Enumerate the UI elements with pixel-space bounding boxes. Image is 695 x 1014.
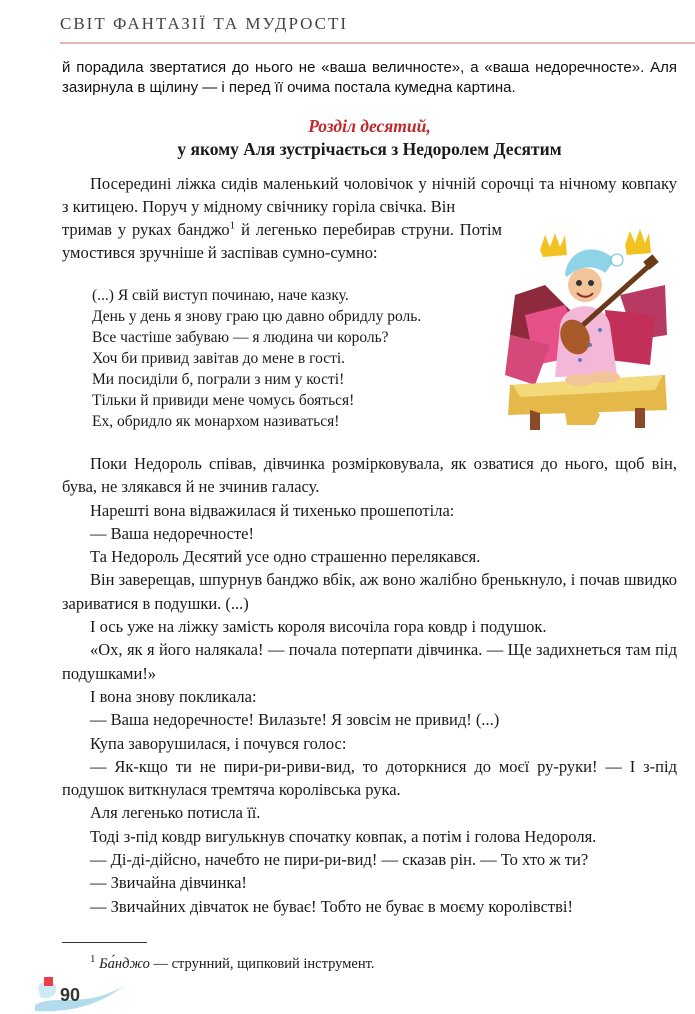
chapter-title-line2: у якому Аля зустрічається з Недоролем Десятим xyxy=(177,139,562,159)
paragraph-first-part-b: й легенько перебирав струни. Потім умостився зручніше й заспівав сумно-сумно: xyxy=(62,220,502,263)
footnote-divider xyxy=(62,942,147,943)
paragraph: І вона знову покликала: xyxy=(90,686,257,706)
paragraph: Тоді з-під ковдр вигулькнув спочатку ковпак, а потім і голова Недороля. xyxy=(90,826,597,846)
paragraph: І ось уже на ліжку замість короля височіла гора ковдр і подушок. xyxy=(90,617,547,637)
poem-line: День у день я знову граю цю давно обридлу роль. xyxy=(92,308,422,325)
paragraph: Він заверещав, шпурнув банджо вбік, аж воно жалібно бренькнуло, і почав швидко зариватися в подушки. (...) xyxy=(62,570,677,613)
paragraph: — Ді-ді-дійсно, начебто не пири-ри-вид! — сказав рін. — То хто ж ти? xyxy=(90,850,589,870)
song-poem xyxy=(92,285,512,432)
footnote-number: 1 xyxy=(90,953,96,966)
header-title: СВІТ ФАНТАЗІЇ ТА МУДРОСТІ xyxy=(60,14,348,33)
chapter-heading xyxy=(62,115,677,161)
paragraph: — Звичайних дівчаток не буває! Тобто не буває в моєму королівстві! xyxy=(90,896,573,916)
poem-line: Тільки й привиди мене чомусь бояться! xyxy=(92,392,355,409)
running-header xyxy=(60,14,695,44)
intro-text xyxy=(62,58,677,97)
paragraph: Нарешті вона відважилася й тихенько прошепотіла: xyxy=(90,500,455,520)
paragraph-first-lines: Посередині ліжка сидів маленький чоловічок у нічній сорочці та нічному ковпаку з китицею. Поруч у мідному свічнику горіла свічка. Він xyxy=(62,174,677,217)
page-number: 90 xyxy=(60,985,81,1005)
paragraph-first-part-a: тримав у руках банджо xyxy=(62,220,230,239)
footnote-ref[interactable]: 1 xyxy=(229,219,236,232)
poem-line: Ех, обридло як монархом називаться! xyxy=(92,413,340,430)
chapter-title-line1: Розділ десятий, xyxy=(308,116,431,136)
footnote-definition: — струнний, щипковий інструмент. xyxy=(149,956,375,972)
paragraph-first-wrap xyxy=(62,218,502,265)
paragraph-first xyxy=(62,172,677,219)
poem-line: Ми посиділи б, пограли з ним у кості! xyxy=(92,371,345,388)
paragraph: — Ваша недоречносте! xyxy=(90,523,254,543)
main-text xyxy=(62,452,677,918)
paragraph-first-continued xyxy=(62,218,502,265)
poem-line: Все частіше забуваю — я людина чи король? xyxy=(92,329,389,346)
paragraph: — Звичайна дівчинка! xyxy=(90,873,247,893)
paragraph: Поки Недороль співав, дівчинка розмірковувала, як озватися до нього, щоб він, бува, не злякався й не зчинив галасу. xyxy=(62,454,677,497)
footnote-term: Ба́нджо xyxy=(99,956,150,972)
paragraph: Та Недороль Десятий усе одно страшенно перелякався. xyxy=(90,547,481,567)
king-with-banjo-illustration xyxy=(505,225,670,435)
footnote xyxy=(90,955,374,973)
paragraph: — Ваша недоречносте! Вилазьте! Я зовсім не привид! (...) xyxy=(90,710,500,730)
paragraph: «Ох, як я його налякала! — почала потерпати дівчинка. — Ще задихнеться там під подушками!» xyxy=(62,640,677,683)
intro-paragraph: й порадила звертатися до нього не «ваша величносте», а «ваша недоречносте». Аля зазирнула в щілину — і перед її очима постала кумедна картина. xyxy=(62,59,677,96)
paragraph: — Як-кщо ти не пири-ри-риви-вид, то доторкнися до моєї ру-руки! — І з-під подушок виткнулася тремтяча королівська рука. xyxy=(62,756,677,800)
poem-line: Хоч би привид завітав до мене в гості. xyxy=(92,350,346,367)
paragraph: Купа заворушилася, і почувся голос: xyxy=(90,733,347,753)
poem-line: (...) Я свій виступ починаю, наче казку. xyxy=(92,287,349,304)
paragraph: Аля легенько потисла її. xyxy=(90,803,261,823)
